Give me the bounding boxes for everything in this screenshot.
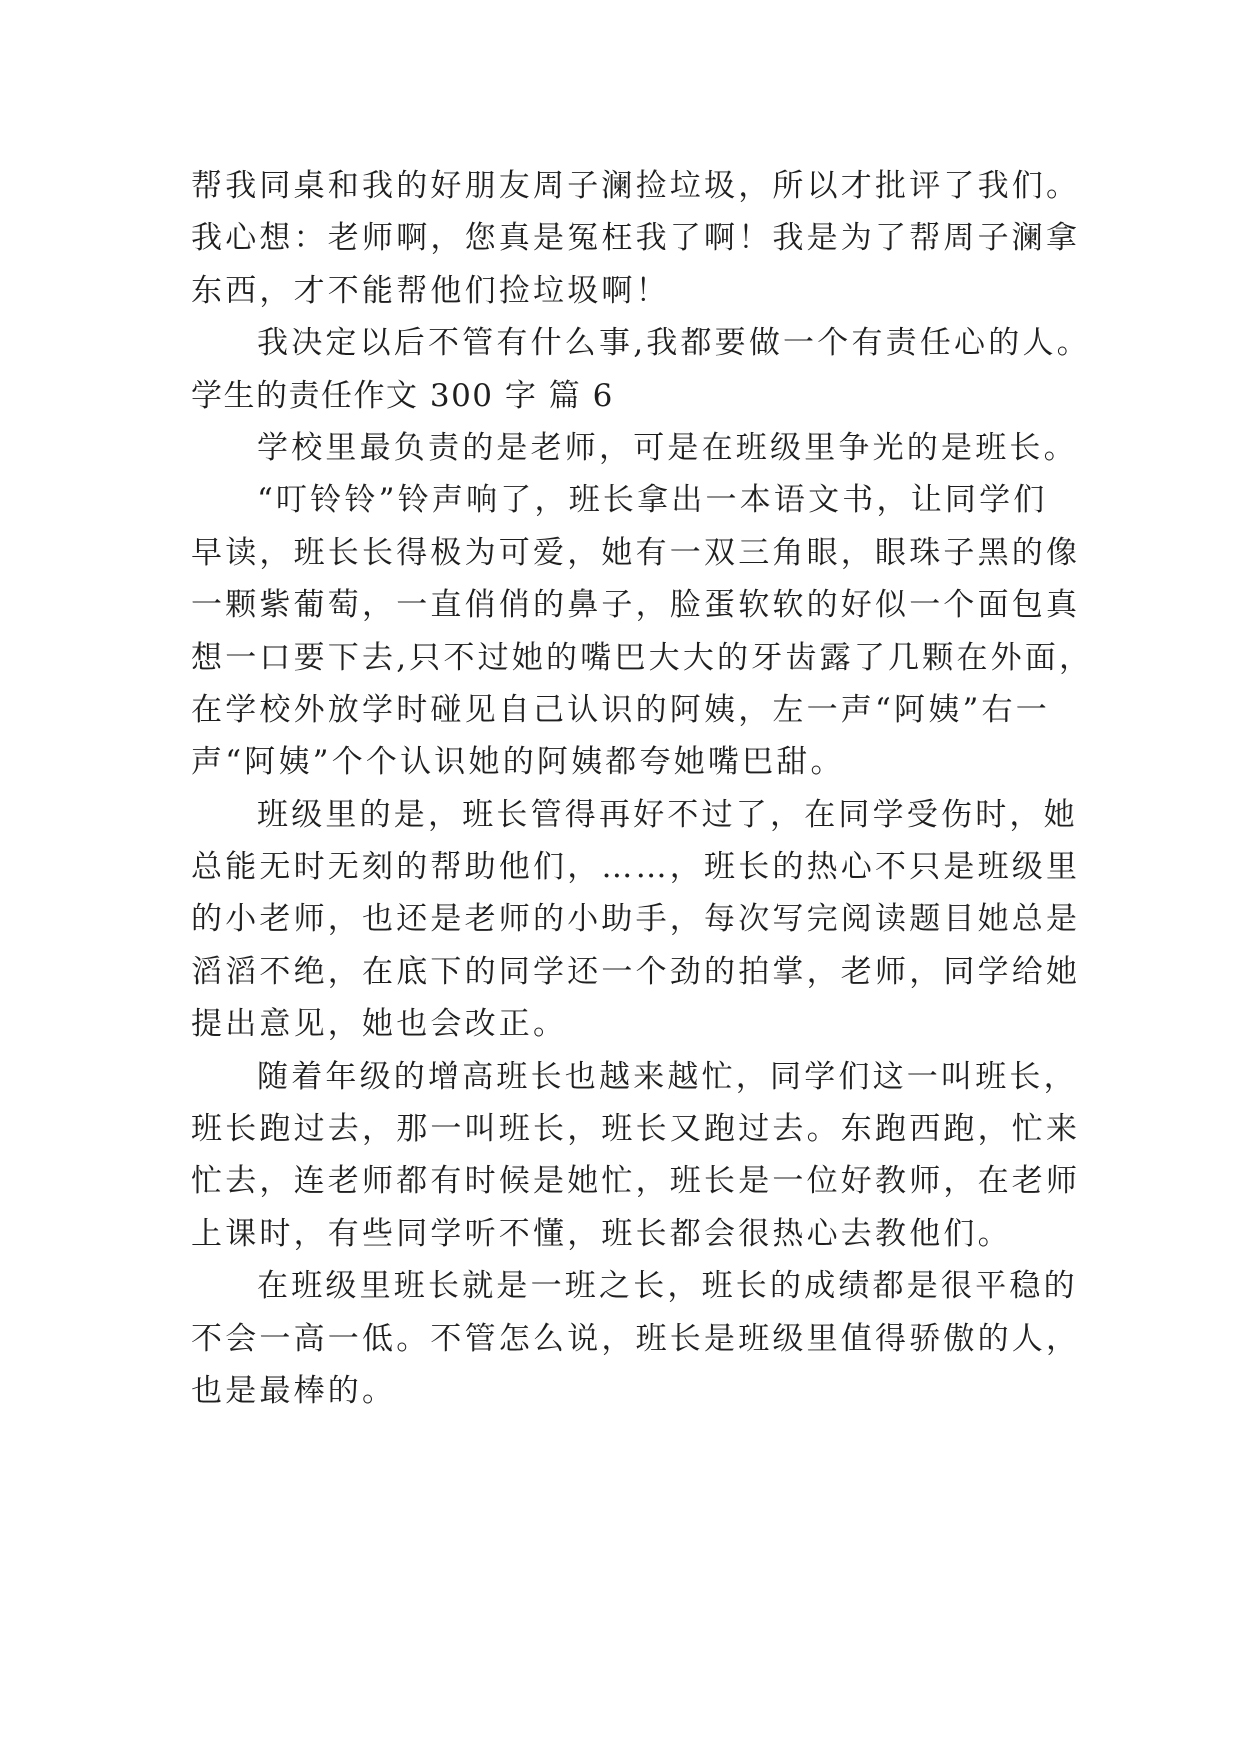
text-line: 也是最棒的。 [191,1372,397,1409]
text-line: 上课时，有些同学听不懂，班长都会很热心去教他们。 [191,1215,1012,1252]
text-line: 在学校外放学时碰见自己认识的阿姨，左一声“阿姨”右一 [191,691,1050,728]
text-line: 我心想：老师啊，您真是冤枉我了啊！我是为了帮周子澜拿 [191,220,1081,257]
paragraph-first-line: 我决定以后不管有什么事,我都要做一个有责任心的人。 [257,325,1091,362]
paragraph-first-line: 学校里最负责的是老师，可是在班级里争光的是班长。 [257,429,1078,466]
paragraph-first-line: 随着年级的增高班长也越来越忙，同学们这一叫班长， [257,1058,1078,1095]
text-line: 东西，才不能帮他们捡垃圾啊！ [191,272,670,309]
text-line: 声“阿姨”个个认识她的阿姨都夸她嘴巴甜。 [191,744,845,781]
text-line: 滔滔不绝，在底下的同学还一个劲的拍掌，老师，同学给她 [191,953,1081,990]
paragraph-first-line: 班级里的是，班长管得再好不过了，在同学受伤时，她 [257,796,1078,833]
text-line: 的小老师，也还是老师的小助手，每次写完阅读题目她总是 [191,901,1081,938]
text-line: 总能无时无刻的帮助他们，……，班长的热心不只是班级里 [191,849,1081,886]
text-line: 班长跑过去，那一叫班长，班长又跑过去。东跑西跑，忙来 [191,1111,1081,1148]
section-heading: 学生的责任作文 300 字 篇 6 [191,377,614,414]
text-line: 一颗紫葡萄，一直俏俏的鼻子，脸蛋软软的好似一个面包真 [191,587,1081,624]
text-line: 帮我同桌和我的好朋友周子澜捡垃圾，所以才批评了我们。 [191,168,1081,204]
text-line: 早读，班长长得极为可爱，她有一双三角眼，眼珠子黑的像 [191,534,1081,571]
text-line: 忙去，连老师都有时候是她忙，班长是一位好教师，在老师 [191,1163,1081,1200]
document-body [191,160,1094,1417]
paragraph-first-line: 在班级里班长就是一班之长，班长的成绩都是很平稳的 [257,1268,1078,1305]
text-line: 想一口要下去,只不过她的嘴巴大大的牙齿露了几颗在外面， [191,639,1094,676]
text-line: 不会一高一低。不管怎么说，班长是班级里值得骄傲的人， [191,1320,1081,1357]
text-line: 提出意见，她也会改正。 [191,1006,568,1043]
paragraph-first-line: “叮铃铃”铃声响了，班长拿出一本语文书，让同学们 [257,482,1048,519]
